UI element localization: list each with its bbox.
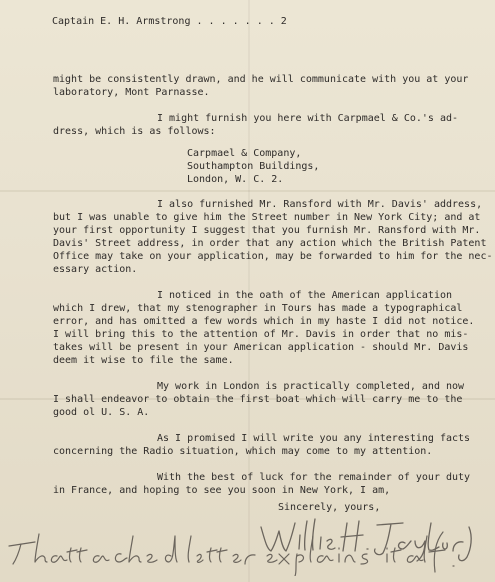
body-line: Davis' Street address, in order that any action which the British Patent (53, 238, 487, 249)
body-line: error, and has omitted a few words which in my haste I did not notice. (53, 316, 475, 327)
body-line: concerning the Radio situation, which may come to my attention. (53, 446, 433, 457)
body-line: As I promised I will write you any interesting facts (157, 433, 471, 444)
address-line: Southampton Buildings, (187, 161, 320, 172)
body-line: your first opportunity I suggest that you furnish Mr. Ransford with Mr. (53, 225, 481, 236)
body-line: good ol U. S. A. (53, 407, 150, 418)
body-line: laboratory, Mont Parnasse. (53, 87, 210, 98)
body-line: With the best of luck for the remainder of your duty (157, 472, 471, 483)
body-line: I also furnished Mr. Ransford with Mr. Davis' address, (157, 199, 483, 210)
body-line: dress, which is as follows: (53, 126, 216, 137)
handwritten-postscript (5, 528, 470, 576)
letter-header: Captain E. H. Armstrong . . . . . . . 2 (52, 16, 287, 27)
body-line: I shall endeavor to obtain the first boat which will carry me to the (53, 394, 463, 405)
body-line: takes will be present in your American application - should Mr. Davis (53, 342, 469, 353)
body-line: Office may take on your application, may be forwarded to him for the nec- (53, 251, 493, 262)
body-line: might be consistently drawn, and he will communicate with you at your (53, 74, 469, 85)
body-line: I will bring this to the attention of Mr. Davis in order that no mis- (53, 329, 469, 340)
body-line: but I was unable to give him the Street number in New York City; and at (53, 212, 481, 223)
body-line: in France, and hoping to see you soon in New York, I am, (53, 485, 391, 496)
body-line: essary action. (53, 264, 138, 275)
address-line: Carpmael & Company, (187, 148, 302, 159)
body-line: deem it wise to file the same. (53, 355, 234, 366)
body-line: I might furnish you here with Carpmael & Co.'s ad- (157, 113, 459, 124)
closing: Sincerely, yours, (278, 502, 381, 513)
address-line: London, W. C. 2. (187, 174, 284, 185)
body-line: My work in London is practically completed, and now (157, 381, 465, 392)
body-line: which I drew, that my stenographer in Tours has made a typographical (53, 303, 463, 314)
body-line: I noticed in the oath of the American application (157, 290, 453, 301)
